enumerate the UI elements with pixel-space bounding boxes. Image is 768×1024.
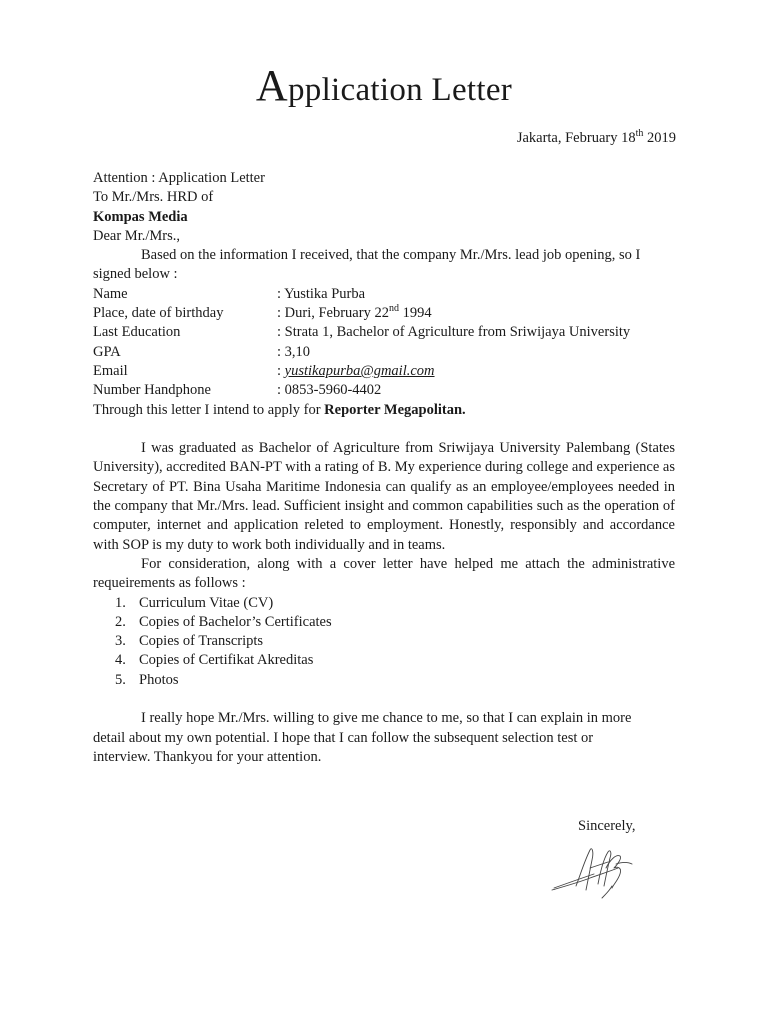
company-name: Kompas Media — [93, 208, 188, 225]
list-item — [93, 613, 675, 632]
list-item-text: Copies of Transcripts — [139, 633, 264, 650]
date-ordinal: th — [635, 128, 644, 139]
paragraph-consideration: For consideration, along with a cover letter have helped me attach the administrative requeirements as follows : — [93, 555, 675, 592]
detail-row-birth — [93, 304, 675, 323]
list-item-number: 4. — [115, 652, 126, 669]
detail-row-phone — [93, 381, 675, 400]
paragraph-experience: I was graduated as Bachelor of Agriculture from Sriwijaya University Palembang (States University), accredited BAN-PT with a rating of B. My experience during college and experience as Secretary of PT. Bina Usaha Maritime Indonesia can qualify as an employee/employees needed in the company that Mr./Mrs. lead. Sufficient insight and common capabilities such as the operation of computer, internet and application releted to employment. Honestly, responsibly and accordance with SOP is my duty to work both individually and in teams. — [93, 440, 675, 553]
list-item-text: Copies of Certifikat Akreditas — [139, 652, 314, 669]
attention-line: Attention : Application Letter — [93, 170, 265, 186]
handwritten-signature — [546, 838, 646, 904]
detail-label: Number Handphone — [93, 382, 211, 399]
letter-body — [93, 169, 675, 767]
detail-label: Last Education — [93, 324, 181, 341]
birth-ordinal: nd — [388, 303, 399, 315]
list-item-number: 2. — [115, 613, 126, 630]
recipient-line: To Mr./Mrs. HRD of — [93, 189, 214, 206]
list-item — [93, 594, 675, 613]
detail-value — [277, 362, 675, 381]
list-item-text: Curriculum Vitae (CV) — [139, 594, 274, 611]
detail-value: : 3,10 — [277, 343, 311, 360]
date-year: 2019 — [643, 130, 676, 146]
detail-label: Email — [93, 362, 128, 379]
list-item-number: 1. — [115, 594, 126, 611]
detail-row-email — [93, 362, 675, 381]
detail-label: Place, date of birthday — [93, 305, 224, 322]
requirements-list — [93, 594, 675, 690]
apply-line — [93, 401, 675, 420]
title-rest: pplication Letter — [287, 72, 513, 108]
list-item-text: Photos — [139, 671, 179, 688]
paragraph-closing: I really hope Mr./Mrs. willing to give me chance to me, so that I can explain in more detail about my own potential. I hope that I can follow the subsequent selection test or interview. Thankyou for your attention. — [93, 710, 632, 765]
list-item-number: 5. — [115, 671, 126, 688]
title-initial: A — [255, 61, 288, 110]
detail-row-education — [93, 323, 675, 342]
list-item-text: Copies of Bachelor’s Certificates — [139, 613, 332, 630]
detail-label: GPA — [93, 343, 121, 360]
closing-text: Sincerely, — [578, 818, 636, 834]
apply-text: Through this letter I intend to apply for — [93, 401, 325, 418]
detail-row-name — [93, 285, 675, 304]
list-item — [93, 632, 675, 651]
birth-year: 1994 — [398, 305, 432, 322]
spacer — [93, 690, 675, 709]
detail-label: Name — [93, 285, 128, 302]
detail-value — [277, 304, 675, 323]
intro-line-2: signed below : — [93, 266, 178, 283]
email-link[interactable]: yustikapurba@gmail.com — [284, 362, 435, 379]
list-item — [93, 671, 675, 690]
letter-title — [0, 60, 768, 111]
intro-line-1: Based on the information I received, that the company Mr./Mrs. lead job opening, so I — [141, 247, 641, 264]
email-prefix: : — [277, 362, 285, 379]
apply-position: Reporter Megapolitan. — [324, 401, 466, 418]
spacer — [93, 420, 675, 439]
birth-value-prefix: : Duri, February 22 — [277, 305, 389, 322]
list-item — [93, 651, 675, 670]
salutation: Dear Mr./Mrs., — [93, 227, 180, 244]
list-item-number: 3. — [115, 633, 126, 650]
detail-value: : Yustika Purba — [277, 285, 366, 302]
date-prefix: Jakarta, February 18 — [516, 130, 636, 146]
detail-value: : Strata 1, Bachelor of Agriculture from Sriwijaya University — [277, 324, 631, 341]
detail-value: : 0853-5960-4402 — [277, 382, 382, 399]
detail-row-gpa — [93, 343, 675, 362]
letter-date — [517, 130, 676, 147]
